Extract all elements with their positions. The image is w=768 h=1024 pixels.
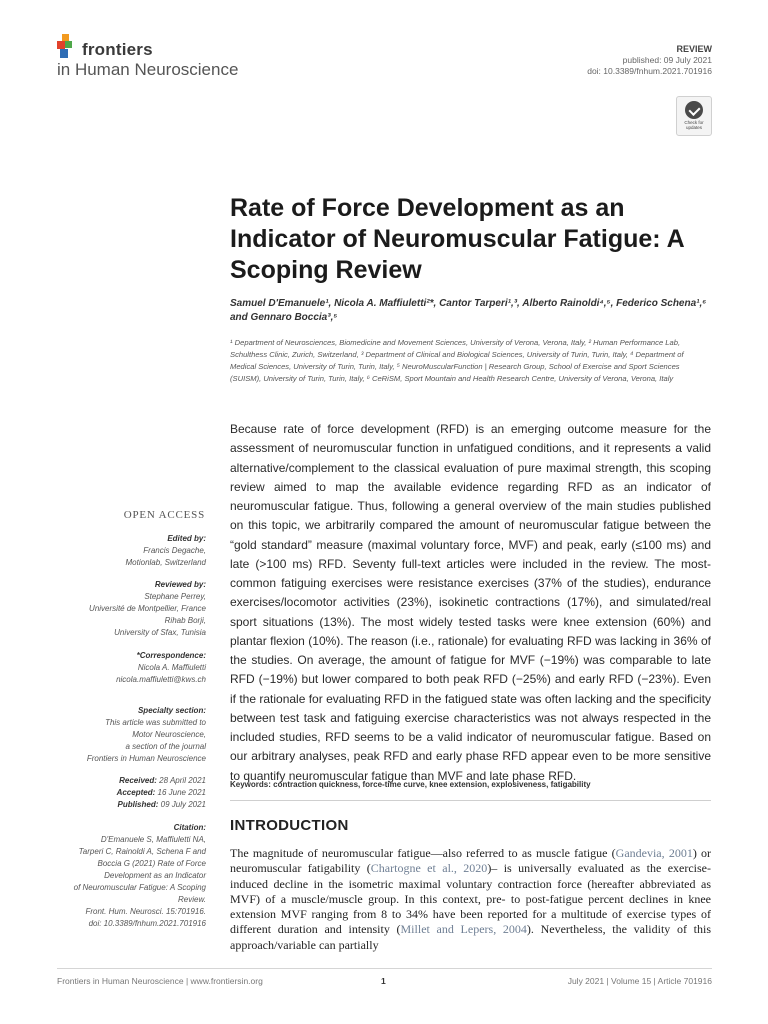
footer-divider bbox=[57, 968, 712, 969]
accepted-date: 16 June 2021 bbox=[157, 788, 206, 797]
badge-label: Check for updates bbox=[684, 120, 704, 130]
accepted-label: Accepted: bbox=[116, 788, 156, 797]
reviewed-by-block bbox=[89, 579, 206, 639]
reviewer-name: Rihab Borji, bbox=[164, 616, 206, 625]
intro-text: )– is universally evaluated as the exercise-induced decline in the isometric maximal voluntary contraction force (hereafter abbreviated as MVF) of a muscle/muscle group. In this context, pre- to post-fatigue percent declines in knee extension MVF ranging from 8 to 34% have been reported for a multitude of exercise types of different duration and intensity ( bbox=[230, 861, 711, 937]
article-title: Rate of Force Development as an Indicator of Neuromuscular Fatigue: A Scoping Review bbox=[230, 194, 684, 284]
editor-name: Francis Degache, bbox=[143, 546, 206, 555]
article-type: REVIEW bbox=[676, 44, 712, 54]
correspondent-name: Nicola A. Maffiuletti bbox=[137, 663, 206, 672]
reviewed-by-label: Reviewed by: bbox=[154, 580, 206, 589]
journal-name: in Human Neuroscience bbox=[57, 60, 239, 79]
specialty-line: This article was submitted to bbox=[105, 718, 206, 727]
keywords bbox=[230, 780, 711, 789]
intro-text: The magnitude of neuromuscular fatigue—also referred to as muscle fatigue ( bbox=[230, 846, 616, 860]
published-date: published: 09 July 2021 bbox=[622, 55, 712, 65]
specialty-label: Specialty section: bbox=[137, 706, 206, 715]
journal-logo-word: frontiers bbox=[82, 40, 153, 59]
citation-line: D'Emanuele S, Maffiuletti NA, bbox=[100, 835, 206, 844]
citation-line: Tarperi C, Rainoldi A, Schena F and bbox=[78, 847, 206, 856]
footer-issue: July 2021 | Volume 15 | Article 701916 bbox=[567, 976, 712, 986]
citation-link[interactable]: Gandevia, 2001 bbox=[615, 846, 693, 860]
check-for-updates-badge[interactable] bbox=[676, 96, 712, 136]
specialty-line: Frontiers in Human Neuroscience bbox=[86, 754, 206, 763]
open-access-label: OPEN ACCESS bbox=[123, 509, 205, 521]
correspondent-email[interactable]: nicola.maffiuletti@kws.ch bbox=[116, 675, 206, 684]
frontiers-logo-icon bbox=[57, 34, 79, 60]
citation-line: doi: 10.3389/fnhum.2021.701916 bbox=[88, 919, 206, 928]
footer-journal[interactable]: Frontiers in Human Neuroscience | www.frontiersin.org bbox=[57, 976, 263, 986]
citation-line: Review. bbox=[177, 895, 206, 904]
intro-paragraph bbox=[230, 846, 711, 953]
keywords-text: contraction quickness, force-time curve, knee extension, explosiveness, fatigability bbox=[273, 780, 591, 789]
dates-block bbox=[117, 775, 206, 811]
published-label: Published: bbox=[117, 800, 159, 809]
page-number: 1 bbox=[381, 976, 386, 986]
citation-link[interactable]: Millet and Lepers, 2004 bbox=[400, 922, 527, 937]
citation-line: of Neuromuscular Fatigue: A Scoping bbox=[73, 883, 206, 892]
citation-label: Citation: bbox=[173, 823, 206, 832]
doi[interactable]: doi: 10.3389/fnhum.2021.701916 bbox=[587, 66, 712, 76]
received-label: Received: bbox=[119, 776, 157, 785]
intro-text: ) or neuromuscular fatigability ( bbox=[230, 846, 711, 876]
correspondence-block bbox=[116, 650, 206, 686]
citation-line: Front. Hum. Neurosci. 15:701916. bbox=[85, 907, 206, 916]
reviewer-affiliation: University of Sfax, Tunisia bbox=[114, 628, 206, 637]
reviewer-affiliation: Université de Montpellier, France bbox=[89, 604, 206, 613]
section-heading: INTRODUCTION bbox=[230, 817, 349, 834]
author-list: Samuel D'Emanuele¹, Nicola A. Maffiuletti²*, Cantor Tarperi¹,³, Alberto Rainoldi⁴,⁵, Federico Schena¹,⁶ and Gennaro Boccia³,⁵ bbox=[230, 298, 707, 323]
edited-by-block bbox=[126, 533, 206, 569]
specialty-block bbox=[87, 705, 206, 765]
reviewer-name: Stephane Perrey, bbox=[144, 592, 206, 601]
citation-link[interactable]: Chartogne et al., 2020 bbox=[370, 861, 488, 876]
citation-line: Development as an Indicator bbox=[104, 871, 206, 880]
received-date: 28 April 2021 bbox=[159, 776, 206, 785]
correspondence-label: *Correspondence: bbox=[136, 651, 206, 660]
citation-block bbox=[74, 822, 206, 930]
intro-text: ). Nevertheless, the validity of this approach/variable can partially bbox=[230, 922, 711, 952]
editor-affiliation: Motionlab, Switzerland bbox=[125, 558, 206, 567]
check-icon bbox=[685, 101, 703, 119]
specialty-line: a section of the journal bbox=[125, 742, 206, 751]
affiliations: ¹ Department of Neurosciences, Biomedicine and Movement Sciences, University of Verona, Verona, Italy, ² Human Performance Lab, Schulthess Clinic, Zurich, Switzerland, ³ Department of Clinical and Biological Sciences, University of Turin, Turin, Italy, ⁴ Department of Medical Sciences, University of Turin, Turin, Italy, ⁵ NeuroMuscularFunction | Research Group, School of Exercise and Sport Sciences (SUISM), University of Turin, Turin, Italy, ⁶ CeRiSM, Sport Mountain and Health Research Centre, University of Verona, Verona, Italy bbox=[230, 338, 684, 383]
specialty-line: Motor Neuroscience, bbox=[132, 730, 206, 739]
abstract: Because rate of force development (RFD) is an emerging outcome measure for the assessment of neuromuscular function in unfatigued conditions, and it represents a valid alternative/complement to the classical evaluation of pure maximal strength, this scoping review aimed to map the available evidence regarding RFD as an indicator of neuromuscular fatigue. Thus, following a general overview of the main studies published on this topic, we arbitrarily compared the amount of neuromuscular fatigue between the “gold standard” measure (maximal voluntary force, MVF) and peak, early (≤100 ms) and late (>100 ms) RFD. Seventy full-text articles were included in the review. The most-common fatiguing exercises were resistance exercises (37% of the studies), endurance exercises/locomotor activities (23%), isokinetic contractions (17%), and simulated/real sport situations (13%). The most widely tested tasks were knee extension (60%) and plantar flexion (10%). The reason (i.e., rationale) for evaluating RFD was lacking in 36% of the studies. On average, the amount of fatigue for MVF (−19%) was comparable to late RFD (−19%) but lower compared to both peak RFD (−25%) and early RFD (−23%). Even if the rationale for evaluating RFD in the fatigued state was often lacking and the specificity between test task and fatiguing exercise characteristics was not always respected in the included studies, RFD seems to be a valid indicator of neuromuscular fatigue. Based on our arbitrary analyses, peak RFD and early phase RFD appear even to be more sensitive to quantify neuromuscular fatigue than MVF and late phase RFD. bbox=[230, 422, 711, 783]
keywords-label: Keywords: bbox=[230, 780, 271, 789]
divider bbox=[230, 800, 711, 801]
citation-line: Boccia G (2021) Rate of Force bbox=[97, 859, 206, 868]
published-date-side: 09 July 2021 bbox=[160, 800, 206, 809]
edited-by-label: Edited by: bbox=[167, 534, 206, 543]
